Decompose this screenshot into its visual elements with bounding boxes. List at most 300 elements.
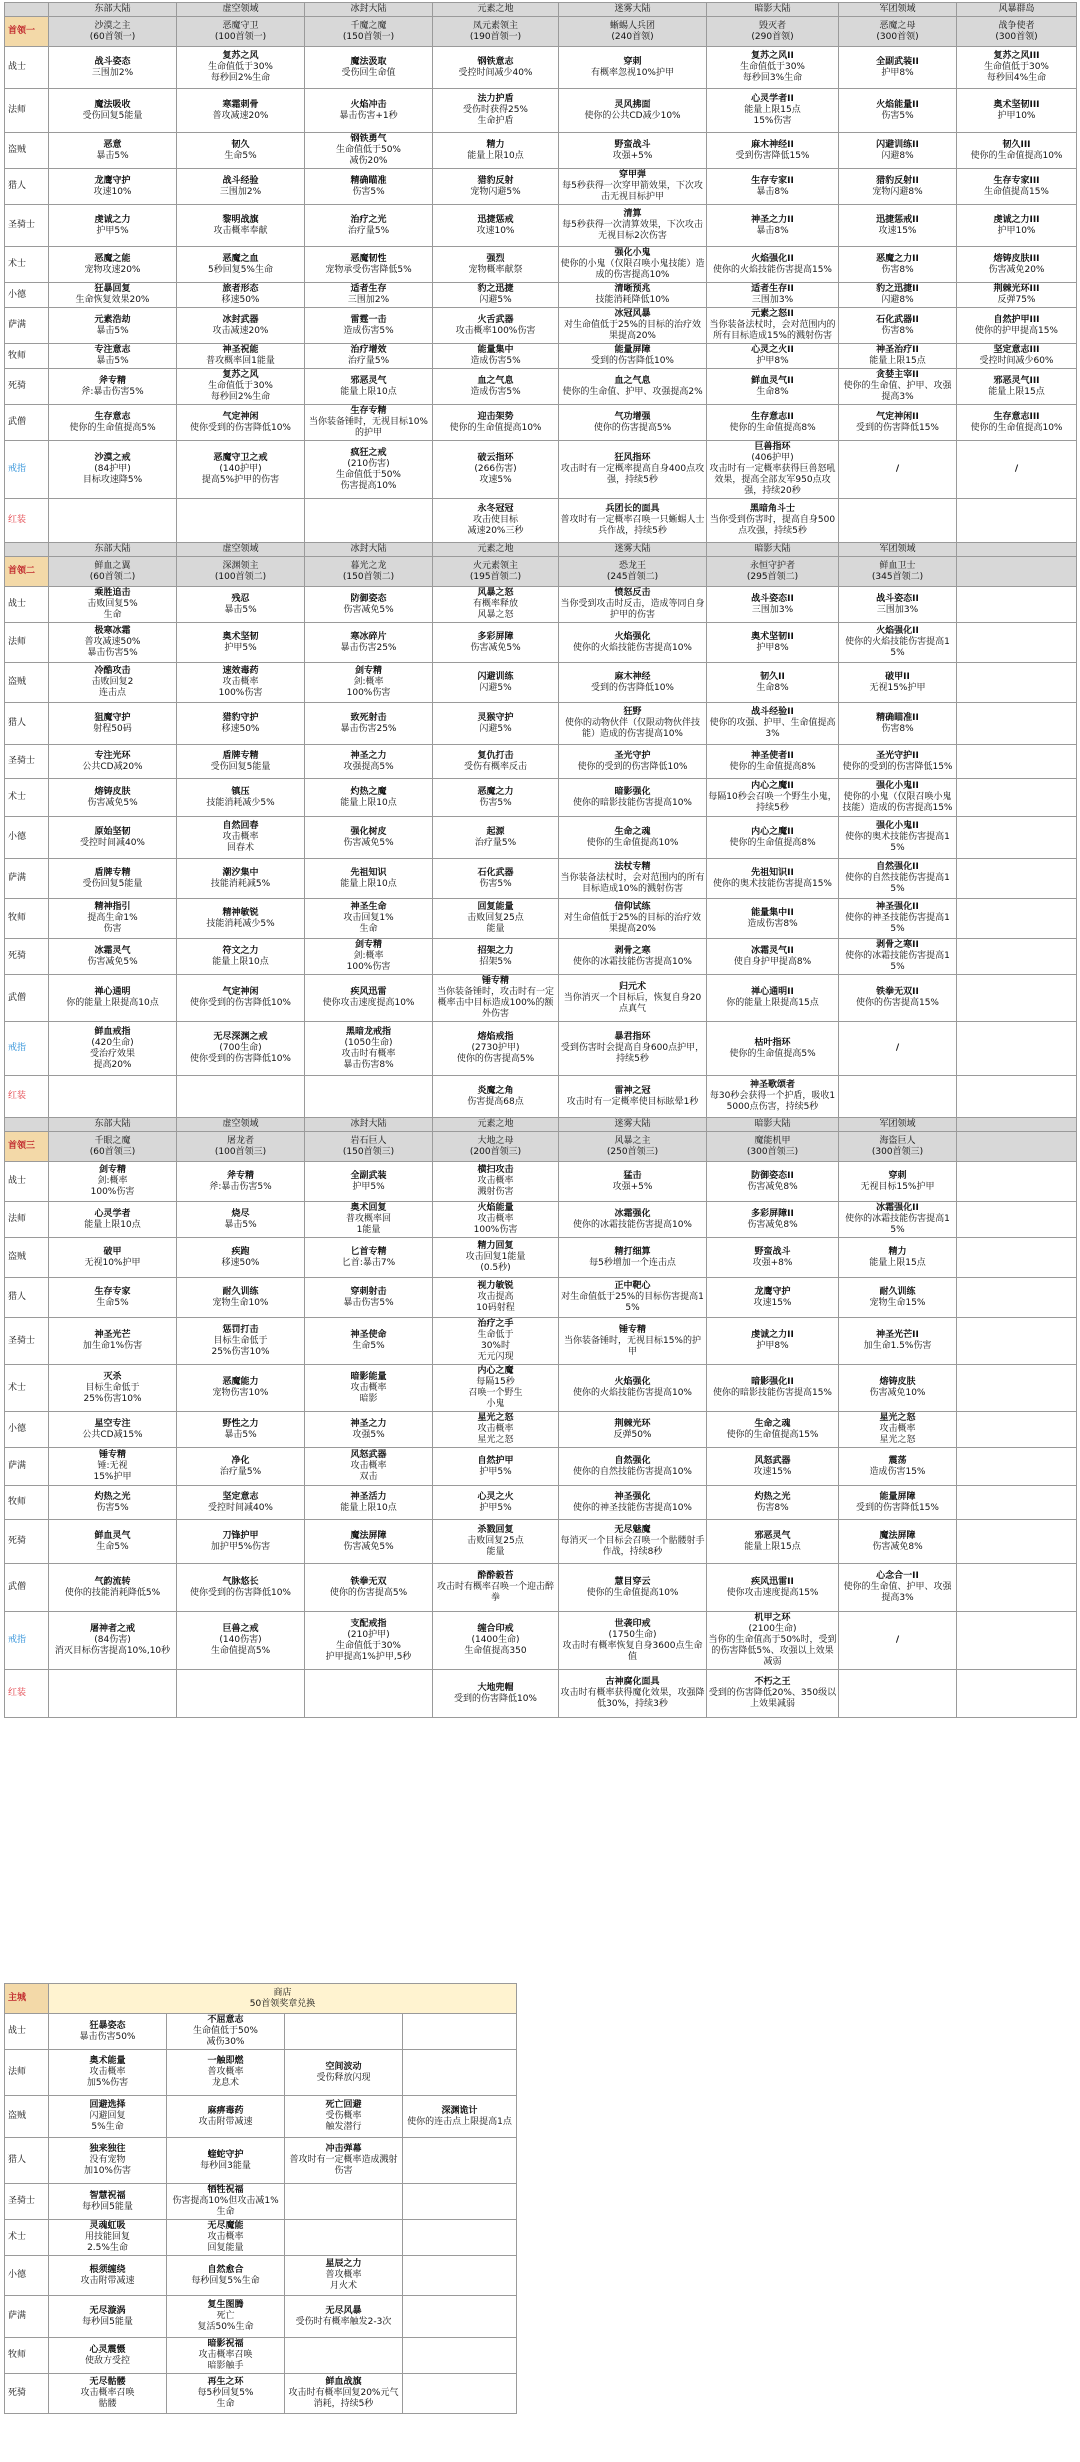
talent-cell bbox=[433, 205, 559, 247]
talent-cell bbox=[49, 247, 177, 283]
boss-name bbox=[305, 1132, 433, 1162]
talent-name: 魔法汲取 bbox=[350, 56, 387, 67]
talent-cell bbox=[177, 1162, 305, 1202]
talent-cell bbox=[177, 1670, 305, 1718]
talent-cell bbox=[839, 1365, 957, 1412]
talent-cell bbox=[49, 1022, 177, 1076]
talent-effect: 造成伤害5% bbox=[470, 386, 521, 397]
talent-cell bbox=[305, 939, 433, 975]
talent-cell bbox=[305, 133, 433, 169]
talent-name: 能量屏障 bbox=[614, 345, 651, 355]
talent-effect: 攻击概率 bbox=[350, 1382, 387, 1393]
talent-effect: 暴击8% bbox=[756, 186, 789, 197]
talent-cell bbox=[49, 779, 177, 817]
talent-effect: 受治疗效果 bbox=[89, 1048, 135, 1059]
talent-cell bbox=[433, 939, 559, 975]
shop-row bbox=[5, 2296, 517, 2338]
boss-level: (100首领二) bbox=[214, 571, 267, 582]
talent-effect: 护甲5% bbox=[224, 642, 257, 653]
talent-cell bbox=[49, 133, 177, 169]
boss-row bbox=[5, 17, 1077, 47]
talent-effect: 当你装备法杖时，会对范围内的所有目标造成15%的溅射伤害 bbox=[709, 320, 836, 341]
talent-name: 气定神闲 bbox=[222, 987, 259, 997]
talent-cell bbox=[559, 1318, 707, 1365]
talent-effect: 伤害减免5% bbox=[343, 1541, 394, 1552]
talent-name: 缠合印戒 bbox=[477, 1624, 514, 1634]
talent-cell bbox=[433, 499, 559, 543]
talent-cell bbox=[707, 1448, 839, 1486]
talent-effect: 攻击附带减速 bbox=[198, 2116, 253, 2127]
talent-name: 血之气息 bbox=[614, 375, 651, 386]
talent-cell bbox=[305, 1162, 433, 1202]
talent-effect: 剑:概率 bbox=[97, 1176, 128, 1186]
talent-effect: 匕首:暴击7% bbox=[341, 1257, 396, 1268]
talent-name: 无尽风暴 bbox=[325, 2305, 362, 2316]
talent-effect: 每隔15秒 bbox=[476, 1377, 515, 1387]
talent-effect: 攻击概率召唤 bbox=[198, 2350, 253, 2360]
talent-name: 回复能量 bbox=[477, 902, 514, 912]
talent-name: 生存意志 bbox=[94, 411, 131, 422]
talent-effect: 伤害5% bbox=[479, 878, 512, 889]
talent-cell bbox=[49, 1278, 177, 1318]
talent-name: 恶魔之能 bbox=[94, 253, 131, 264]
talent-name: 生存专精 bbox=[350, 406, 387, 416]
talent-effect: 伤害5% bbox=[352, 186, 385, 197]
talent-effect: 暴击5% bbox=[96, 150, 129, 161]
talent-cell bbox=[305, 405, 433, 441]
talent-effect: 生命5% bbox=[224, 150, 257, 161]
talent-effect: (406护甲) bbox=[751, 453, 794, 463]
talent-effect: 生命值低于30% bbox=[207, 381, 273, 391]
talent-effect: 攻击使目标 bbox=[472, 515, 518, 525]
talent-cell bbox=[49, 1238, 177, 1278]
talent-effect: 攻速5% bbox=[479, 475, 512, 485]
talent-cell bbox=[433, 47, 559, 89]
talent-effect: 伤害5% bbox=[96, 1502, 129, 1513]
talent-effect: 射程50码 bbox=[93, 723, 132, 734]
boss-level: (300首领三) bbox=[746, 1146, 799, 1157]
talent-name: 锤专精 bbox=[481, 976, 509, 986]
talent-effect: (140护甲) bbox=[219, 464, 262, 474]
talent-effect: 能量上限10点 bbox=[84, 1219, 141, 1230]
talent-effect: 100%伤害 bbox=[218, 688, 263, 698]
talent-name: 圣光守护II bbox=[876, 750, 919, 761]
shop-talent-cell bbox=[403, 2256, 517, 2296]
talent-cell bbox=[177, 205, 305, 247]
talent-effect: 使你的冰霜技能伤害提高10% bbox=[572, 1219, 692, 1230]
talent-effect: 剑:概率 bbox=[353, 677, 384, 687]
talent-name: 火焰冲击 bbox=[350, 99, 387, 110]
talent-name: 邪恶灵气III bbox=[993, 375, 1040, 386]
talent-cell bbox=[559, 1022, 707, 1076]
shop-talent-cell bbox=[49, 2050, 167, 2096]
boss-title: 大地之母 bbox=[477, 1135, 514, 1146]
talent-effect: 使你的火焰技能伤害提高10% bbox=[572, 1388, 692, 1398]
talent-cell bbox=[839, 703, 957, 745]
talent-cell bbox=[177, 1448, 305, 1486]
talent-cell bbox=[177, 779, 305, 817]
talent-effect: 使你受到的伤害降低10% bbox=[189, 998, 291, 1008]
talent-effect: 受伤时获得25% bbox=[462, 105, 528, 115]
shop-talent-cell bbox=[49, 2256, 167, 2296]
boss-name bbox=[957, 17, 1077, 47]
talent-cell bbox=[433, 169, 559, 205]
talent-cell bbox=[177, 859, 305, 899]
talent-name: 无尽漩涡 bbox=[89, 2305, 126, 2316]
talent-cell bbox=[839, 1486, 957, 1520]
talent-effect: 生命护盾 bbox=[477, 116, 514, 126]
talent-effect: 攻速15% bbox=[878, 225, 917, 236]
talent-name: 战斗姿态 bbox=[94, 56, 131, 67]
boss-name bbox=[177, 17, 305, 47]
talent-cell bbox=[433, 405, 559, 441]
class-row bbox=[5, 1318, 1077, 1365]
talent-cell bbox=[305, 1670, 433, 1718]
talent-name: 气定神闲II bbox=[876, 411, 919, 422]
talent-cell bbox=[433, 369, 559, 405]
class-label: 死骑 bbox=[5, 369, 49, 405]
talent-cell bbox=[957, 169, 1077, 205]
talent-cell bbox=[957, 1612, 1077, 1670]
shop-talent-cell bbox=[403, 2296, 517, 2338]
class-row bbox=[5, 663, 1077, 703]
talent-name: 剑专精 bbox=[354, 666, 382, 676]
talent-name: 生命之魂 bbox=[614, 826, 651, 837]
talent-effect: 伤害减免8% bbox=[747, 1181, 798, 1192]
talent-effect: 造成伤害15% bbox=[869, 1466, 926, 1477]
region-header: 虚空领域 bbox=[177, 1118, 305, 1132]
talent-cell bbox=[839, 1520, 957, 1564]
talent-cell bbox=[559, 1564, 707, 1612]
talent-cell bbox=[433, 859, 559, 899]
class-row bbox=[5, 1076, 1077, 1118]
talent-effect: 宠物生命15% bbox=[869, 1297, 926, 1308]
talent-name: 精确瞄准II bbox=[876, 712, 919, 723]
talent-cell bbox=[559, 1520, 707, 1564]
talent-name: 鲜血战旗 bbox=[325, 2377, 362, 2387]
shop-row bbox=[5, 2338, 517, 2374]
talent-cell bbox=[49, 1202, 177, 1238]
talent-name: 风暴之怒 bbox=[477, 588, 514, 598]
talent-effect: 宠物概率献祭 bbox=[468, 264, 523, 275]
talent-cell bbox=[49, 663, 177, 703]
class-label: 萨满 bbox=[5, 1448, 49, 1486]
shop-talent-cell bbox=[403, 2096, 517, 2138]
talent-name: 贪婪主宰II bbox=[876, 370, 919, 380]
talent-name: 狂野 bbox=[623, 707, 642, 717]
class-label: 圣骑士 bbox=[5, 205, 49, 247]
talent-effect: 技能消耗减少5% bbox=[206, 918, 275, 929]
talent-name: 禅心通明II bbox=[751, 987, 794, 997]
talent-name: 剑专精 bbox=[98, 1165, 126, 1175]
boss-name bbox=[177, 1132, 305, 1162]
talent-name: / bbox=[895, 1043, 900, 1053]
talent-cell bbox=[707, 779, 839, 817]
talent-cell bbox=[559, 283, 707, 308]
region-header: 东部大陆 bbox=[49, 543, 177, 557]
talent-effect: 每秒回3能量 bbox=[200, 2160, 251, 2171]
talent-cell bbox=[433, 663, 559, 703]
talent-effect: 减伤30% bbox=[206, 2037, 245, 2047]
talent-name: 剥骨之寒 bbox=[614, 945, 651, 956]
talent-effect: 连击点 bbox=[98, 688, 126, 698]
talent-name: 自然护甲III bbox=[993, 314, 1040, 325]
talent-effect: 使你的连击点上限提高1点 bbox=[407, 2116, 512, 2127]
shop-row bbox=[5, 2256, 517, 2296]
talent-cell bbox=[957, 1202, 1077, 1238]
talent-effect: 使你的生命值、护甲、攻强提高2% bbox=[562, 386, 703, 397]
class-label: 法师 bbox=[5, 623, 49, 663]
boss-level: (195首领二) bbox=[469, 571, 522, 582]
talent-name: 一触即燃 bbox=[207, 2056, 244, 2066]
talent-effect: 使自身护甲提高8% bbox=[733, 956, 812, 967]
class-label: 死骑 bbox=[5, 1520, 49, 1564]
class-label: 武僧 bbox=[5, 405, 49, 441]
talent-name: 神圣强化 bbox=[614, 1491, 651, 1502]
talent-cell bbox=[49, 623, 177, 663]
talent-effect: 闪避5% bbox=[479, 682, 512, 693]
talent-effect: 使你的生命值提高5% bbox=[729, 1048, 816, 1059]
talent-name: 生存意志III bbox=[993, 411, 1040, 422]
talent-name: 强化小鬼II bbox=[876, 821, 919, 831]
talent-cell bbox=[559, 499, 707, 543]
talent-cell bbox=[49, 1076, 177, 1118]
talent-effect: 使你的冰霜技能伤害提高15% bbox=[845, 1214, 950, 1235]
talent-effect: 攻强提高5% bbox=[343, 761, 394, 772]
talent-name: 星光之怒 bbox=[879, 1413, 916, 1423]
corner-cell bbox=[5, 1118, 49, 1132]
talent-effect: 伤害减免5% bbox=[87, 956, 138, 967]
talent-cell bbox=[433, 817, 559, 859]
talent-effect: 使你的小鬼（仅限召唤小鬼技能）造成的伤害提高10% bbox=[560, 259, 705, 280]
talent-cell bbox=[433, 344, 559, 369]
boss-title: 沙漠之主 bbox=[94, 20, 131, 31]
talent-name: 魔法屏障 bbox=[350, 1530, 387, 1541]
talent-cell bbox=[839, 283, 957, 308]
talent-cell bbox=[433, 1162, 559, 1202]
talent-cell bbox=[433, 1022, 559, 1076]
talent-effect: 暗影 bbox=[359, 1393, 378, 1404]
talent-cell bbox=[839, 89, 957, 133]
talent-effect: 你的能量上限提高10点 bbox=[66, 998, 159, 1008]
talent-cell bbox=[957, 1238, 1077, 1278]
talent-name: 速效毒药 bbox=[222, 666, 259, 676]
talent-effect: 攻击概率100%伤害 bbox=[455, 325, 536, 336]
talent-cell bbox=[707, 47, 839, 89]
talent-cell bbox=[305, 308, 433, 344]
shop-title-text: 商店 bbox=[273, 1987, 292, 1998]
talent-effect: 移速50% bbox=[221, 295, 260, 305]
talent-name: 心灵之火II bbox=[751, 345, 794, 355]
talent-effect: 伤害减免5% bbox=[470, 642, 521, 653]
talent-effect: 攻击概率 bbox=[89, 2067, 126, 2077]
talent-effect: 提高5%护甲的伤害 bbox=[201, 475, 280, 485]
talent-name: 坚定意志 bbox=[222, 1491, 259, 1502]
talent-name: 麻痹毒药 bbox=[207, 2105, 244, 2116]
talent-name: 强化小鬼II bbox=[876, 781, 919, 791]
talent-cell bbox=[305, 47, 433, 89]
talent-cell bbox=[433, 1202, 559, 1238]
talent-effect: 每5秒获得一次清算效果，下次攻击无视目标2次伤害 bbox=[562, 220, 703, 241]
talent-name: 奥术坚韧 bbox=[222, 631, 259, 642]
talent-name: 鲜血戒指 bbox=[94, 1026, 131, 1037]
talent-effect: 能量上限10点 bbox=[340, 797, 397, 808]
talent-effect: 每30秒会获得一个护盾，吸收15000点伤害，持续5秒 bbox=[709, 1091, 836, 1112]
class-label: 盗贼 bbox=[5, 133, 49, 169]
talent-name: 血之气息 bbox=[477, 375, 514, 386]
talent-name: 剑专精 bbox=[354, 940, 382, 950]
class-row bbox=[5, 205, 1077, 247]
class-label: 术士 bbox=[5, 2220, 49, 2256]
talent-name: 永冬冠冠 bbox=[477, 504, 514, 514]
talent-cell bbox=[839, 939, 957, 975]
talent-effect: 使你的生命值提高10% bbox=[970, 150, 1063, 161]
boss-name bbox=[433, 1132, 559, 1162]
talent-effect: 当你受到攻击时反击，造成等同自身护甲的伤害 bbox=[560, 599, 705, 620]
class-label: 牧师 bbox=[5, 2338, 49, 2374]
talent-effect: 生命低于 bbox=[477, 1330, 514, 1340]
talent-effect: 伤害8% bbox=[881, 723, 914, 734]
talent-name: 巨兽指环 bbox=[754, 442, 791, 452]
talent-name: 盾牌专精 bbox=[222, 750, 259, 761]
region-header: 军团领域 bbox=[839, 3, 957, 17]
talent-effect: 使你的受到的伤害降低10% bbox=[577, 761, 688, 772]
talent-effect: 用技能回复 bbox=[84, 2232, 130, 2242]
talent-cell bbox=[707, 405, 839, 441]
talent-cell bbox=[305, 1022, 433, 1076]
talent-effect: (140伤害) bbox=[219, 1635, 262, 1645]
talent-name: 心灵之火 bbox=[477, 1491, 514, 1502]
shop-row bbox=[5, 2014, 517, 2050]
talent-effect: 生命5% bbox=[352, 1341, 385, 1351]
talent-effect: 100%伤害 bbox=[346, 962, 391, 972]
talent-cell bbox=[433, 975, 559, 1022]
talent-effect: 造成伤害5% bbox=[343, 325, 394, 336]
talent-cell bbox=[839, 169, 957, 205]
talent-name: 猎豹守护 bbox=[222, 712, 259, 723]
talent-effect: 普攻减速50% bbox=[84, 637, 141, 647]
talent-effect: 受控时间减40% bbox=[207, 1502, 273, 1513]
talent-name: 潮汐集中 bbox=[222, 867, 259, 878]
talent-name: 无尽魔能 bbox=[207, 2221, 244, 2231]
talent-cell bbox=[305, 499, 433, 543]
talent-name: 星空专注 bbox=[94, 1418, 131, 1429]
class-label: 战士 bbox=[5, 2014, 49, 2050]
talent-effect: 公共CD减15% bbox=[82, 1429, 143, 1440]
talent-cell bbox=[559, 1238, 707, 1278]
talent-name: 乘胜追击 bbox=[94, 588, 131, 598]
talent-cell bbox=[433, 1612, 559, 1670]
class-label: 圣骑士 bbox=[5, 2184, 49, 2220]
boss-name bbox=[49, 557, 177, 587]
talent-name: 智慧祝福 bbox=[89, 2190, 126, 2201]
talent-name: 耐久训练 bbox=[879, 1286, 916, 1297]
boss-level: (300首领三) bbox=[871, 1146, 924, 1157]
talent-effect: 击败回复25点 bbox=[467, 1536, 524, 1546]
talent-cell bbox=[305, 1448, 433, 1486]
talent-cell bbox=[707, 283, 839, 308]
talent-effect: 攻击概率 bbox=[477, 1176, 514, 1186]
talent-effect: 受伤回复5能量 bbox=[82, 110, 143, 121]
talent-cell bbox=[177, 1238, 305, 1278]
talent-cell bbox=[559, 587, 707, 623]
boss-level: (245首领二) bbox=[606, 571, 659, 582]
talent-cell bbox=[957, 405, 1077, 441]
talent-effect: 使你的公共CD减少10% bbox=[584, 110, 681, 121]
talent-cell bbox=[559, 1278, 707, 1318]
shop-talent-cell bbox=[285, 2338, 403, 2374]
class-label: 术士 bbox=[5, 1365, 49, 1412]
talent-effect: 受伤概率 bbox=[325, 2111, 362, 2121]
talent-cell bbox=[177, 499, 305, 543]
talent-cell bbox=[839, 1022, 957, 1076]
corner-cell bbox=[5, 543, 49, 557]
boss-level: (60首领三) bbox=[89, 1146, 136, 1157]
talent-effect: 闪避5% bbox=[479, 295, 512, 305]
talent-cell bbox=[177, 587, 305, 623]
talent-name: 神圣之力II bbox=[751, 214, 794, 225]
talent-name: 无尽魅魔 bbox=[614, 1525, 651, 1535]
talent-effect: 攻击概率奉献 bbox=[213, 225, 268, 236]
talent-name: 沙漠之戒 bbox=[94, 453, 131, 463]
talent-cell bbox=[49, 899, 177, 939]
talent-cell bbox=[433, 1564, 559, 1612]
talent-name: 恶魔能力 bbox=[222, 1377, 259, 1387]
talent-name: 石化武器II bbox=[876, 314, 919, 325]
talent-cell bbox=[177, 247, 305, 283]
talent-name: 熔焰戒指 bbox=[477, 1032, 514, 1042]
talent-name: 能量集中 bbox=[477, 345, 514, 355]
class-label: 小德 bbox=[5, 1412, 49, 1448]
talent-cell bbox=[707, 623, 839, 663]
talent-name: 起源 bbox=[486, 826, 505, 837]
talent-name: 冷酷攻击 bbox=[94, 666, 131, 676]
talent-name: 战斗经验 bbox=[222, 175, 259, 186]
talent-effect: 当你受到伤害时，提高自身500点攻强，持续5秒 bbox=[709, 515, 836, 536]
talent-effect: 暴击伤害50% bbox=[79, 2031, 136, 2042]
talent-name: 旅者形态 bbox=[222, 284, 259, 294]
talent-cell bbox=[957, 663, 1077, 703]
talent-name: 暗影强化 bbox=[614, 786, 651, 797]
talent-effect: 生命值低于30% bbox=[207, 62, 273, 72]
shop-talent-cell bbox=[403, 2050, 517, 2096]
talent-cell bbox=[957, 745, 1077, 779]
boss-level: (100首领三) bbox=[214, 1146, 267, 1157]
talent-name: 狙魔守护 bbox=[94, 712, 131, 723]
boss-level: (60首领二) bbox=[89, 571, 136, 582]
talent-name: 火焰能量II bbox=[876, 99, 919, 110]
talent-name: 狂暴姿态 bbox=[89, 2020, 126, 2031]
talent-cell bbox=[957, 817, 1077, 859]
talent-name: 麻木神经 bbox=[614, 671, 651, 682]
talent-name: 根须缠绕 bbox=[89, 2264, 126, 2275]
talent-cell bbox=[177, 1564, 305, 1612]
talent-name: 龙鹰守护 bbox=[94, 175, 131, 186]
talent-effect: 100%伤害 bbox=[90, 1187, 135, 1197]
talent-effect: 受控时间减40% bbox=[79, 837, 145, 848]
talent-effect: 使你的奥术技能伤害提高15% bbox=[712, 878, 832, 889]
boss-name bbox=[707, 1132, 839, 1162]
talent-effect: 使你的神圣技能伤害提高10% bbox=[572, 1502, 692, 1513]
class-label: 红装 bbox=[5, 1076, 49, 1118]
talent-cell bbox=[707, 441, 839, 499]
class-label: 武僧 bbox=[5, 975, 49, 1022]
talent-name: 净化 bbox=[231, 1455, 250, 1466]
class-row bbox=[5, 1412, 1077, 1448]
talent-name: 心灵震慑 bbox=[89, 2344, 126, 2355]
talent-cell bbox=[839, 405, 957, 441]
talent-name: 黑暗龙戒指 bbox=[345, 1026, 391, 1037]
